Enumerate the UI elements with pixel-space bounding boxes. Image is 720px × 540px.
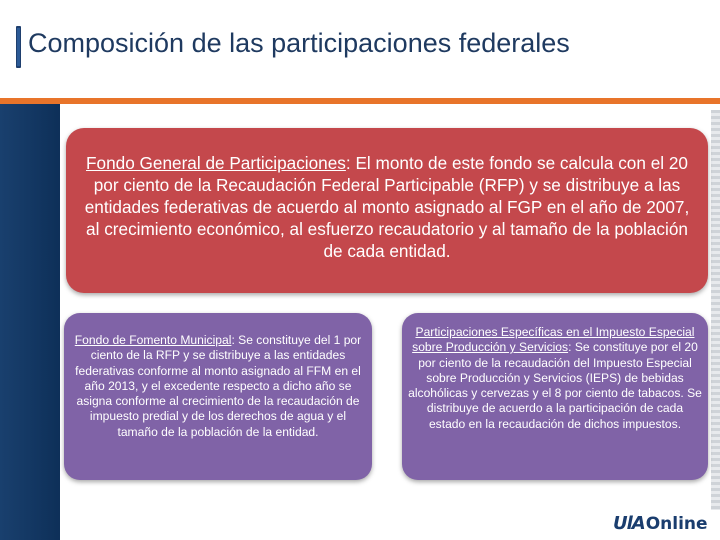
left-info-term: Fondo de Fomento Municipal (74, 333, 232, 347)
title-accent-bar (16, 26, 21, 68)
left-info-body: : Se constituye del 1 por ciento de la RFP y se distribuye a las entidades federativas conforme al monto asignado al FFM en el año 2013, y el excedente respecto a dicho año se asigna conforme al crecimiento de la recaudación de impuesto predial y de los derechos de agua y el tamaño de la población de la entidad. (75, 333, 362, 439)
logo-mark: UlA (613, 513, 645, 534)
right-info-body: : Se constituye por el 20 por ciento de la recaudación del Impuesto Especial sobre Producción y Servicios (IEPS) de bebidas alcohólicas y cervezas y el 8 por ciento de tabacos. Se distribuye de acuerdo a la participación de cada estado en la recaudación de dichos impuestos. (408, 340, 702, 431)
page-title: Composición de las participaciones federales (28, 28, 570, 58)
right-edge-pattern (711, 110, 720, 510)
left-info-text (70, 333, 366, 440)
main-info-body: : El monto de este fondo se calcula con el 20 por ciento de la Recaudación Federal Participable (RFP) y se distribuye a las entidades federativas de acuerdo al monto asignado al FGP en el año de 2007, al crecimiento económico, al esfuerzo recaudatorio y al tamaño de la población de cada entidad. (84, 153, 690, 261)
right-info-term: Participaciones Específicas en el Impuesto Especial sobre Producción y Servicios (412, 325, 695, 355)
title-bar (0, 0, 720, 90)
logo-text: Online (645, 513, 708, 534)
main-info-term: Fondo General de Participaciones (86, 153, 346, 173)
blue-sidebar (0, 104, 60, 540)
main-info-text (76, 152, 698, 262)
uia-online-logo (613, 511, 716, 536)
right-info-text (408, 325, 702, 432)
